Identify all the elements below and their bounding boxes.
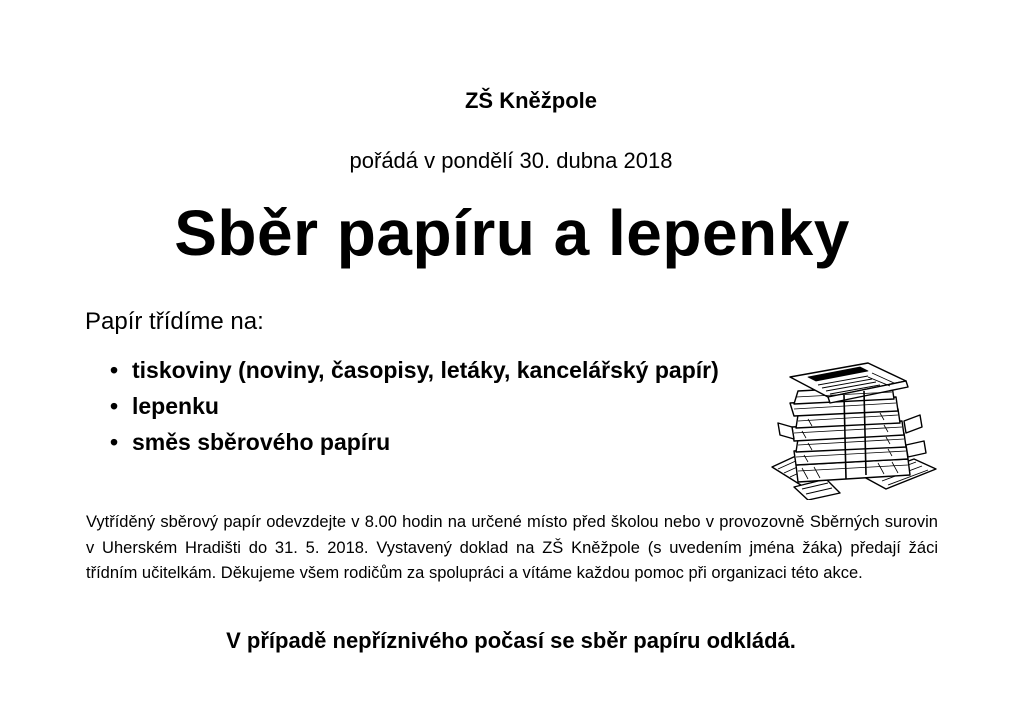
bullet-icon: •	[110, 357, 119, 383]
event-date-line: pořádá v pondělí 30. dubna 2018	[349, 148, 673, 173]
list-item	[108, 388, 748, 424]
newspaper-stack-icon	[768, 355, 938, 500]
instructions-paragraph: Vytříděný sběrový papír odevzdejte v 8.00 hodin na určené místo před školou nebo v provozovně Sběrných surovin v Uherském Hradišti do 31. 5. 2018. Vystavený doklad na ZŠ Kněžpole (s uvedením jména žáka) předají žáci třídním učitelkám. Děkujeme všem rodičům za spolupráci a vítáme každou pomoc při organizaci této akce.	[86, 513, 938, 582]
bullet-icon: •	[110, 429, 119, 455]
list-item	[108, 424, 748, 460]
list-item	[108, 352, 748, 388]
list-item-text: tiskoviny (noviny, časopisy, letáky, kancelářský papír)	[132, 357, 719, 383]
weather-notice: V případě nepříznivého počasí se sběr papíru odkládá.	[226, 628, 796, 653]
bullet-icon: •	[110, 393, 119, 419]
school-name: ZŠ Kněžpole	[464, 88, 597, 113]
list-item-text: lepenku	[132, 393, 219, 419]
sorting-list	[108, 352, 748, 460]
page-title: Sběr papíru a lepenky	[174, 197, 850, 269]
list-item-text: směs sběrového papíru	[132, 429, 391, 455]
sorting-intro: Papír třídíme na:	[85, 308, 264, 335]
